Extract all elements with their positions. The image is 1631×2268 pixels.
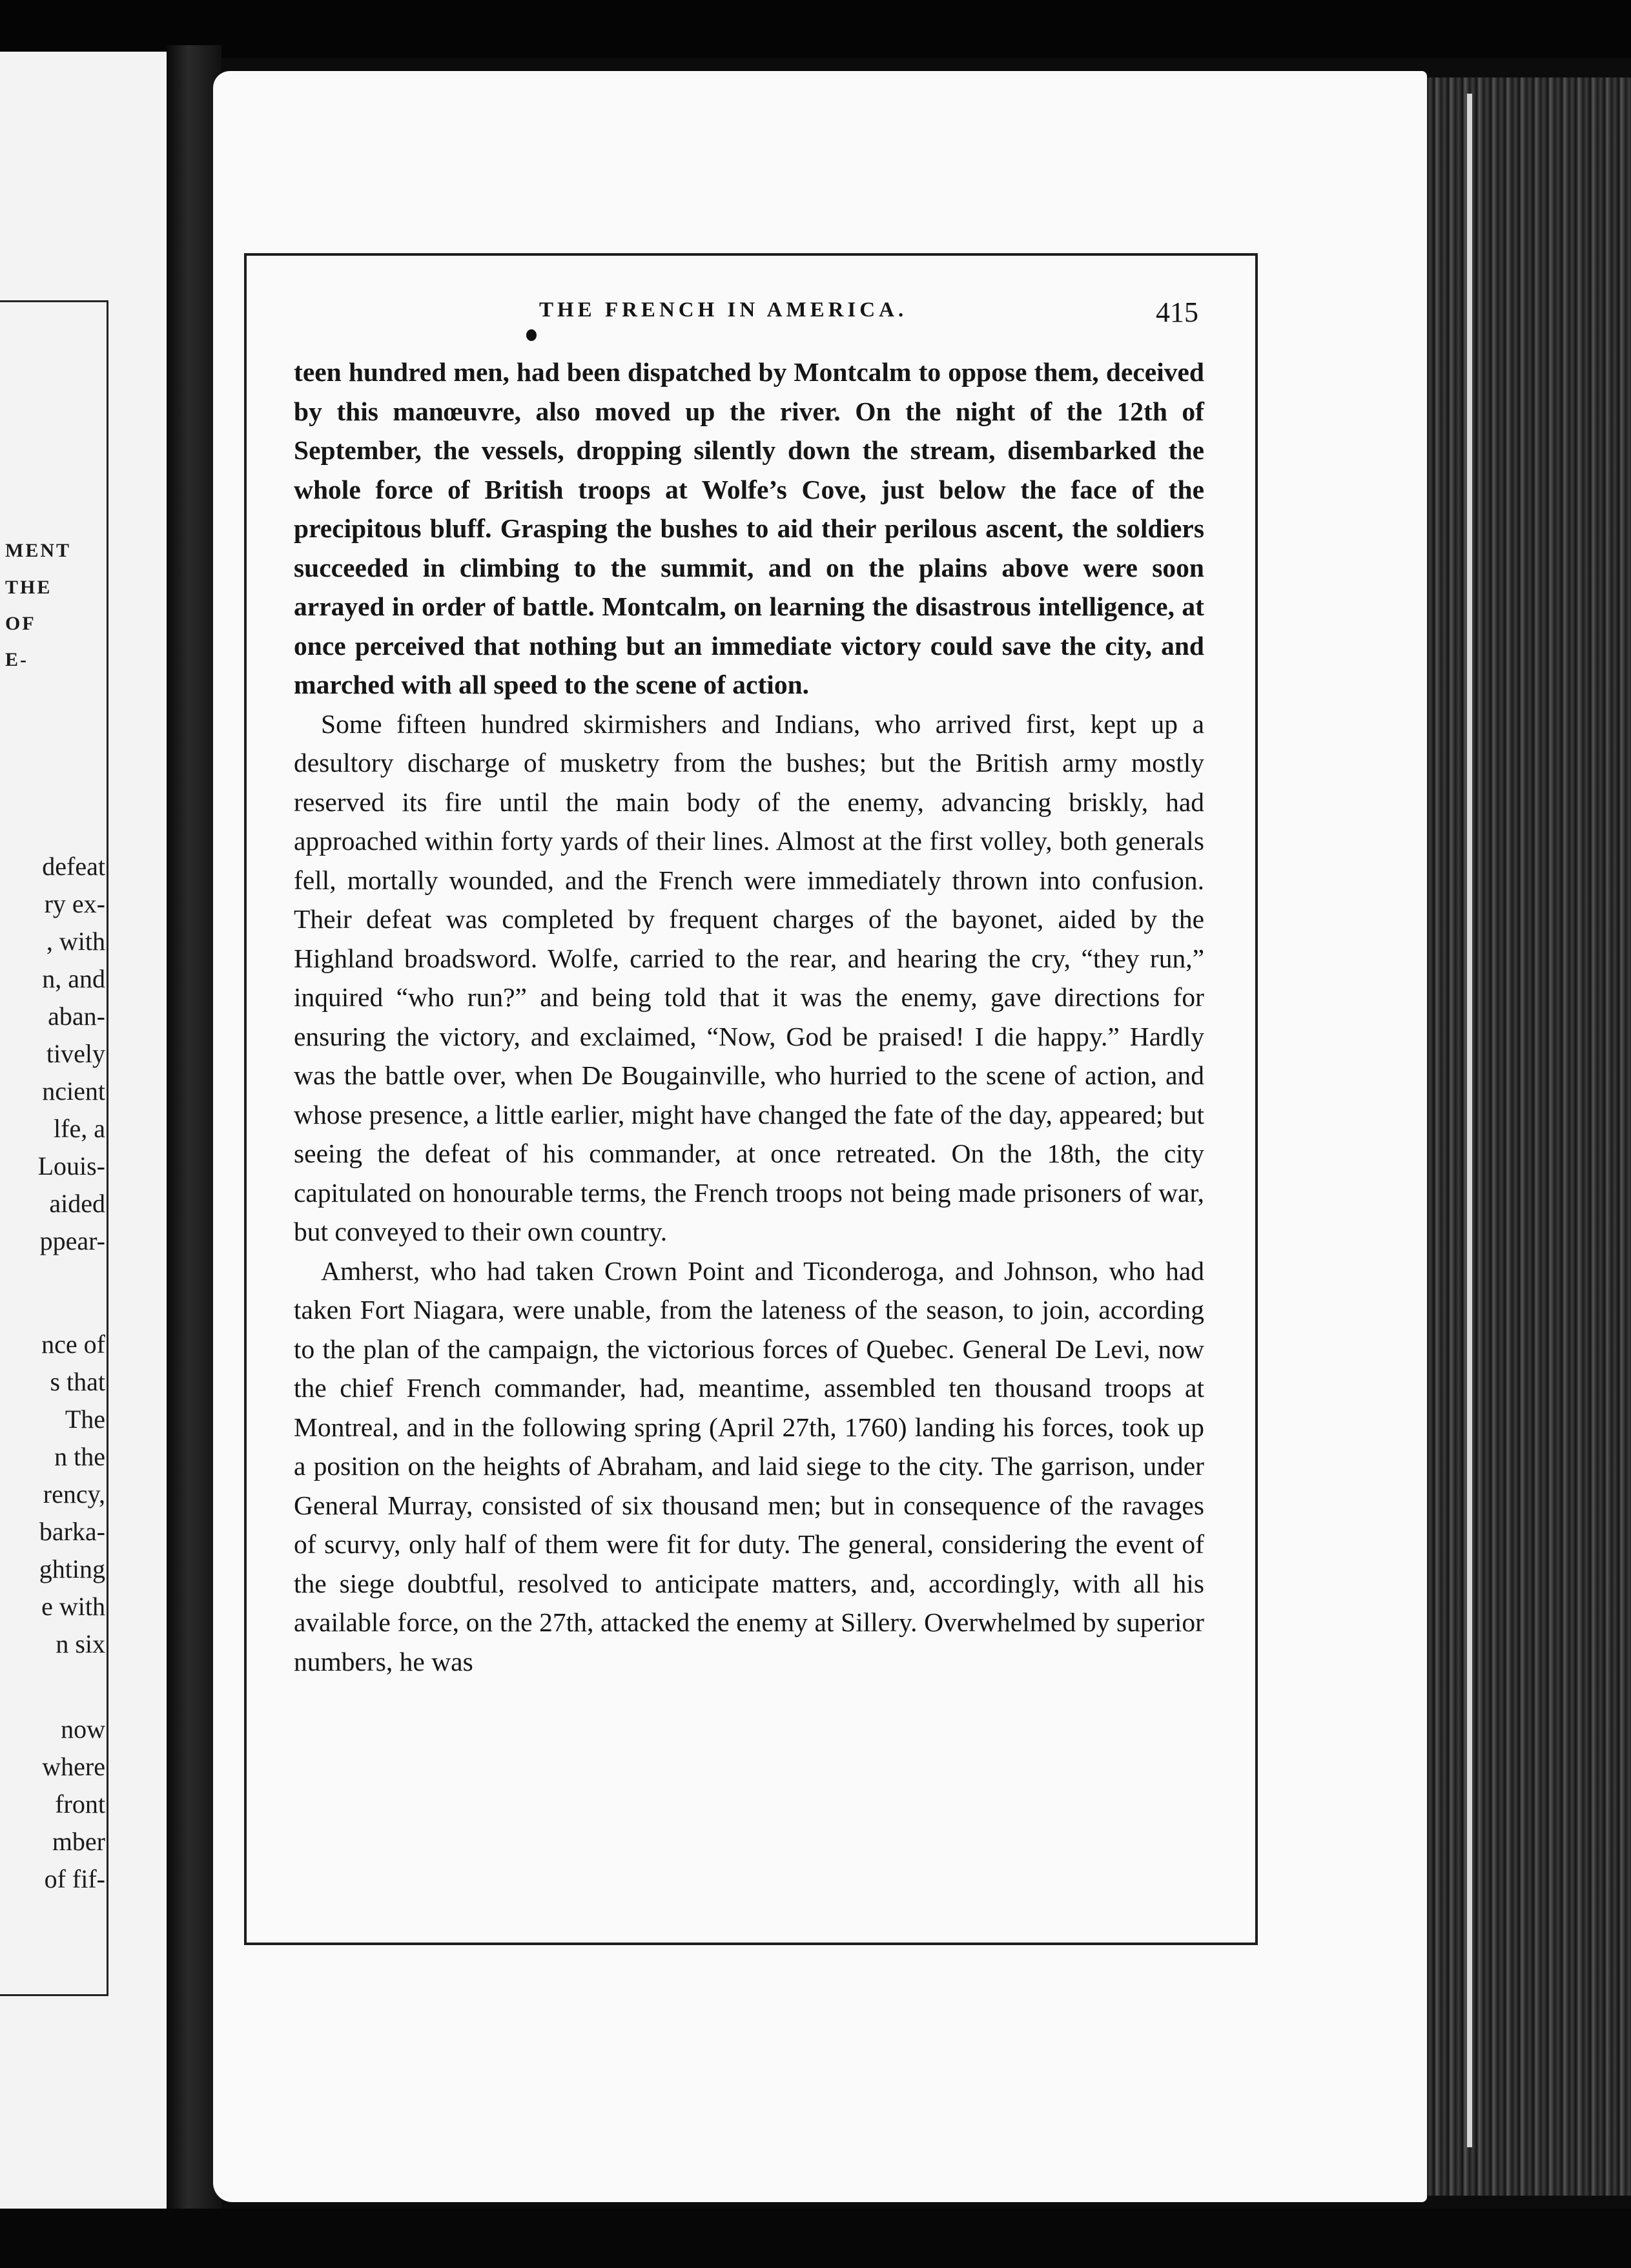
previous-page-fragment: of fif- (44, 1864, 105, 1893)
previous-page-fragment: lfe, a (54, 1114, 105, 1143)
ink-mark (526, 329, 537, 341)
previous-page-fragment: OF (5, 613, 36, 634)
previous-page-fragment: aided (49, 1189, 105, 1218)
previous-page-fragment: front (55, 1789, 105, 1819)
previous-page-fragment: , with (46, 927, 105, 956)
previous-page-fragment: n, and (42, 964, 105, 993)
previous-page-fragment: where (42, 1752, 105, 1781)
previous-page (0, 52, 170, 2209)
previous-page-fragment: aban- (48, 1002, 105, 1031)
previous-page-fragment: ppear- (39, 1226, 105, 1255)
previous-page-fragment: E- (5, 649, 28, 670)
previous-page-fragment: THE (5, 577, 52, 598)
previous-page-fragment: barka- (39, 1517, 105, 1546)
previous-page-fragment: mber (52, 1827, 105, 1856)
previous-page-fragment: ncient (42, 1077, 105, 1106)
previous-page-fragment: e with (41, 1592, 105, 1621)
previous-page-fragment: ghting (39, 1554, 105, 1583)
running-title: THE FRENCH IN AMERICA. (539, 298, 908, 322)
page-number: 415 (1156, 296, 1198, 328)
body-text (294, 353, 1204, 1681)
paragraph: Some fifteen hundred skirmishers and Indians, who arrived first, kept up a desultory discharge of musketry from the bushes; but the British army mostly reserved its fire until the main body of the enemy, advancing briskly, had approached within forty yards of their lines. Almost at the first volley, both generals fell, mortally wounded, and the French were immediately thrown into confusion. Their defeat was completed by frequent charges of the bayonet, aided by the Highland broadsword. Wolfe, carried to the rear, and hearing the cry, “they run,” inquired “who run?” and being told that it was the enemy, gave directions for ensuring the victory, and exclaimed, “Now, God be praised! I die happy.” Hardly was the battle over, when De Bougainville, who hurried to the scene of action, and whose presence, a little earlier, might have changed the fate of the day, appeared; but seeing the defeat of his commander, at once retreated. On the 18th, the city capitulated on honourable terms, the French troops not being made prisoners of war, but conveyed to their own country. (294, 708, 1204, 1246)
previous-page-fragment: The (65, 1405, 105, 1434)
previous-page-fragment: rency, (43, 1479, 105, 1509)
previous-page-fragment: ry ex- (44, 889, 105, 918)
page-edges (1427, 77, 1631, 2196)
paragraph: Amherst, who had taken Crown Point and Ticonderoga, and Johnson, who had taken Fort Niagara, were unable, from the lateness of the season, to join, according to the plan of the campaign, the victorious forces of Quebec. General De Levi, now the chief French commander, had, meantime, assembled ten thousand troops at Montreal, and in the following spring (April 27th, 1760) landing his forces, took up a position on the heights of Abraham, and laid siege to the city. The garrison, under General Murray, consisted of six thousand men; but in consequence of the ravages of scurvy, only half of them were fit for duty. The general, considering the event of the siege doubtful, resolved to anticipate matters, and, accordingly, with all his available force, on the 27th, attacked the enemy at Sillery. Overwhelmed by superior numbers, he was (294, 1255, 1204, 1676)
paragraph: teen hundred men, had been dispatched by Montcalm to oppose them, deceived by this manœuvre, also moved up the river. On the night of the 12th of September, the vessels, dropping silently down the stream, disembarked the whole force of British troops at Wolfe’s Cove, just below the face of the precipitous bluff. Grasping the bushes to aid their perilous ascent, the soldiers succeeded in climbing to the summit, and on the plains above were soon arrayed in order of battle. Montcalm, on learning the disastrous intelligence, at once perceived that nothing but an immediate victory could save the city, and marched with all speed to the scene of action. (294, 357, 1204, 699)
previous-page-fragment: nce of (41, 1330, 105, 1359)
scan-background-top (0, 0, 1631, 58)
previous-page-fragment: defeat (42, 852, 105, 881)
previous-page-fragment: n six (56, 1629, 105, 1658)
previous-page-fragment: now (61, 1715, 105, 1744)
running-head (258, 296, 1227, 328)
previous-page-fragment: tively (46, 1039, 105, 1068)
page-edge-highlight (1467, 94, 1472, 2147)
previous-page-fragment: n the (54, 1442, 105, 1471)
previous-page-fragment: Louis- (37, 1151, 105, 1180)
previous-page-fragment: s that (50, 1367, 105, 1396)
scan-background-bottom (0, 2209, 1631, 2268)
previous-page-fragment: MENT (5, 540, 71, 561)
